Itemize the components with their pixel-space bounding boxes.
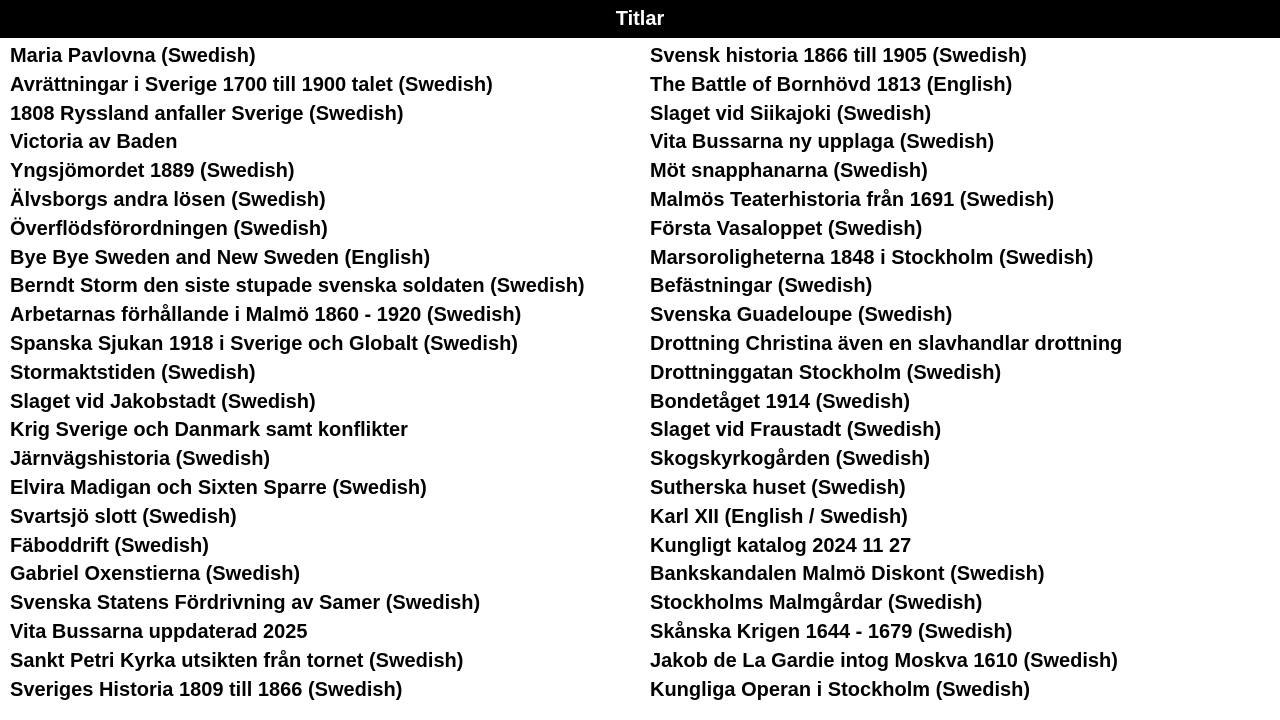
title-link[interactable]: Slaget vid Jakobstadt (Swedish) bbox=[10, 390, 316, 413]
title-link[interactable]: Möt snapphanarna (Swedish) bbox=[650, 160, 928, 183]
title-link[interactable]: Jakob de La Gardie intog Moskva 1610 (Swedish) bbox=[650, 649, 1118, 672]
title-link[interactable]: Krig Sverige och Danmark samt konflikter bbox=[10, 419, 408, 442]
title-link[interactable]: Skogskyrkogården (Swedish) bbox=[650, 448, 931, 471]
title-link[interactable]: Kungliga Operan i Stockholm (Swedish) bbox=[650, 678, 1031, 701]
title-link[interactable]: Svenska Guadeloupe (Swedish) bbox=[650, 304, 953, 327]
title-link[interactable]: Stormaktstiden (Swedish) bbox=[10, 361, 256, 384]
title-link[interactable]: Drottning Christina även en slavhandlar drottning bbox=[650, 332, 1123, 355]
title-link[interactable]: Maria Pavlovna (Swedish) bbox=[10, 45, 256, 67]
title-link[interactable]: Vita Bussarna uppdaterad 2025 bbox=[10, 620, 308, 643]
title-link[interactable]: Gabriel Oxenstierna (Swedish) bbox=[10, 563, 301, 586]
title-link[interactable]: Sutherska huset (Swedish) bbox=[650, 476, 906, 499]
title-link[interactable]: Sveriges Historia 1809 till 1866 (Swedish) bbox=[10, 678, 403, 701]
title-link[interactable]: Marsoroligheterna 1848 i Stockholm (Swedish) bbox=[650, 246, 1094, 269]
title-link[interactable]: Älvsborgs andra lösen (Swedish) bbox=[10, 188, 326, 211]
title-link[interactable]: Järnvägshistoria (Swedish) bbox=[10, 448, 271, 471]
titles-header bbox=[0, 0, 1280, 38]
title-link[interactable]: Vita Bussarna ny upplaga (Swedish) bbox=[650, 131, 995, 154]
title-link[interactable]: Kungligt katalog 2024 11 27 bbox=[650, 534, 912, 557]
title-link[interactable]: Sankt Petri Kyrka utsikten från tornet (Swedish) bbox=[10, 649, 464, 672]
title-link[interactable]: Berndt Storm den siste stupade svenska soldaten (Swedish) bbox=[10, 275, 585, 298]
title-link[interactable]: Svartsjö slott (Swedish) bbox=[10, 505, 237, 528]
title-link[interactable]: Bankskandalen Malmö Diskont (Swedish) bbox=[650, 563, 1045, 586]
title-link[interactable]: Stockholms Malmgårdar (Swedish) bbox=[650, 592, 983, 615]
title-link[interactable]: Svensk historia 1866 till 1905 (Swedish) bbox=[650, 45, 1027, 67]
title-link[interactable]: 1808 Ryssland anfaller Sverige (Swedish) bbox=[10, 102, 404, 125]
title-link[interactable]: Drottninggatan Stockholm (Swedish) bbox=[650, 361, 1002, 384]
title-link[interactable]: Slaget vid Siikajoki (Swedish) bbox=[650, 102, 932, 125]
title-link[interactable]: Karl XII (English / Swedish) bbox=[650, 505, 908, 528]
left-title-list bbox=[10, 42, 630, 704]
title-link[interactable]: Första Vasaloppet (Swedish) bbox=[650, 217, 923, 240]
title-link[interactable]: Skånska Krigen 1644 - 1679 (Swedish) bbox=[650, 620, 1013, 643]
title-link[interactable]: Avrättningar i Sverige 1700 till 1900 talet (Swedish) bbox=[10, 73, 493, 96]
title-link[interactable]: Malmös Teaterhistoria från 1691 (Swedish) bbox=[650, 188, 1055, 211]
header-title: Titlar bbox=[615, 8, 665, 30]
title-link[interactable]: Överflödsförordningen (Swedish) bbox=[10, 217, 328, 240]
right-title-list bbox=[650, 42, 1270, 704]
title-link[interactable]: Bye Bye Sweden and New Sweden (English) bbox=[10, 246, 431, 269]
title-link[interactable]: Yngsjömordet 1889 (Swedish) bbox=[10, 160, 295, 183]
title-link[interactable]: The Battle of Bornhövd 1813 (English) bbox=[650, 73, 1013, 96]
title-link[interactable]: Svenska Statens Fördrivning av Samer (Swedish) bbox=[10, 592, 481, 615]
title-link[interactable]: Elvira Madigan och Sixten Sparre (Swedish) bbox=[10, 476, 427, 499]
title-link[interactable]: Befästningar (Swedish) bbox=[650, 275, 873, 298]
title-link[interactable]: Slaget vid Fraustadt (Swedish) bbox=[650, 419, 942, 442]
title-link[interactable]: Fäboddrift (Swedish) bbox=[10, 534, 209, 557]
title-link[interactable]: Spanska Sjukan 1918 i Sverige och Globalt (Swedish) bbox=[10, 332, 518, 355]
title-link[interactable]: Bondetåget 1914 (Swedish) bbox=[650, 390, 911, 413]
title-link[interactable]: Arbetarnas förhållande i Malmö 1860 - 1920 (Swedish) bbox=[10, 304, 522, 327]
title-link[interactable]: Victoria av Baden bbox=[10, 131, 178, 154]
